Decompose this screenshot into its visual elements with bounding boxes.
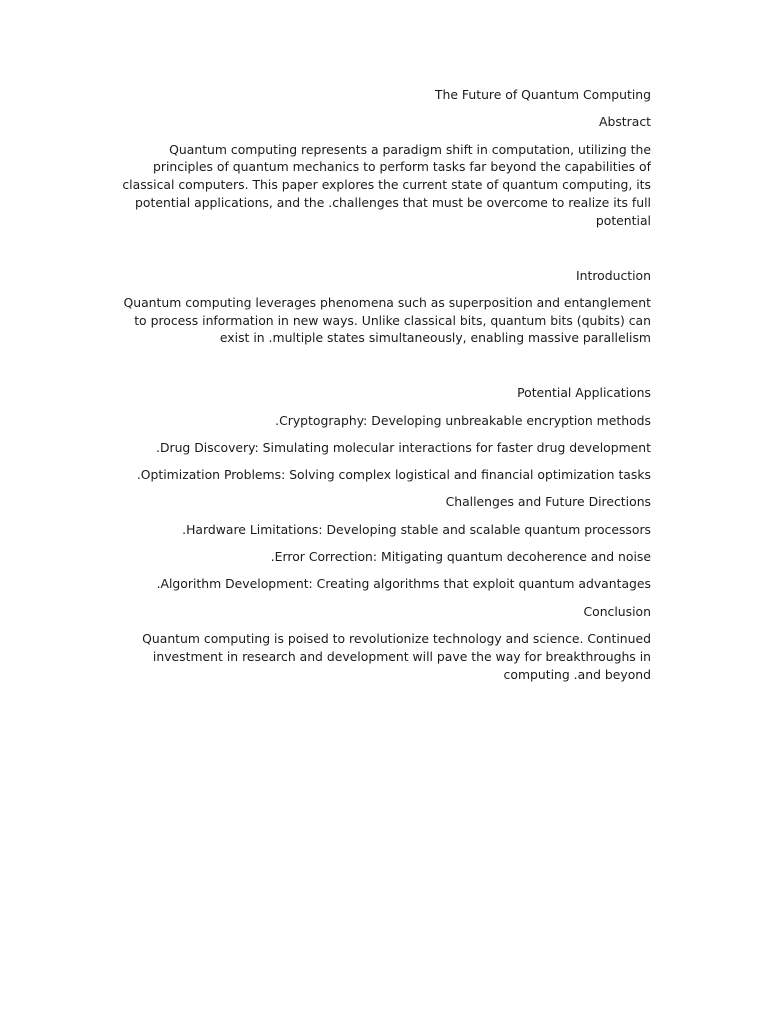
list-item: .Cryptography: Developing unbreakable encryption methods	[275, 412, 651, 428]
challenges-heading: Challenges and Future Directions	[445, 494, 651, 510]
introduction-heading: Introduction	[575, 267, 651, 283]
conclusion-text: Quantum computing is poised to revolutionize technology and science. Continued investment in research and development will pave the way for breakthroughs in computing .and beyond	[142, 630, 651, 682]
abstract-text: Quantum computing represents a paradigm shift in computation, utilizing the principles of quantum mechanics to perform tasks far beyond the capabilities of classical computers. This paper explores the current state of quantum computing, its potential applications, and the .challenges that must be overcome to realize its full potential	[122, 141, 651, 228]
introduction-text: Quantum computing leverages phenomena such as superposition and entanglement to process information in new ways. Unlike classical bits, quantum bits (qubits) can exist in .multiple states simultaneously, enabling massive parallelism	[123, 294, 651, 346]
list-item: .Algorithm Development: Creating algorithms that exploit quantum advantages	[156, 576, 651, 592]
applications-heading: Potential Applications	[517, 385, 651, 401]
document-title: The Future of Quantum Computing	[434, 87, 651, 102]
list-item: .Drug Discovery: Simulating molecular interactions for faster drug development	[156, 439, 651, 455]
list-item: .Error Correction: Mitigating quantum decoherence and noise	[270, 549, 651, 565]
conclusion-heading: Conclusion	[583, 603, 651, 619]
list-item: .Optimization Problems: Solving complex logistical and financial optimization tasks	[136, 467, 651, 483]
list-item: .Hardware Limitations: Developing stable and scalable quantum processors	[182, 521, 651, 537]
abstract-heading: Abstract	[598, 114, 651, 130]
document-body	[118, 86, 651, 693]
